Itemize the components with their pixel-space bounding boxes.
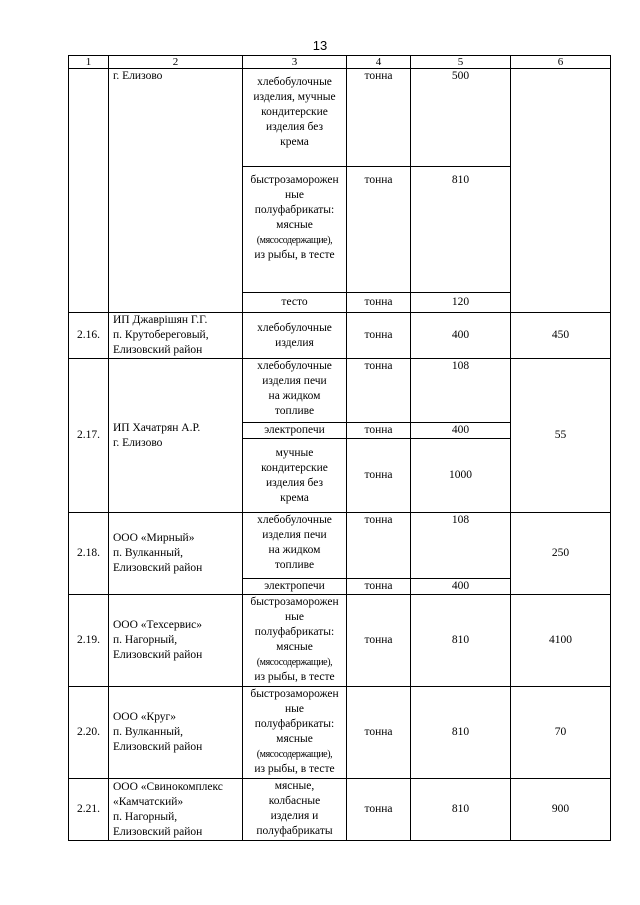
organization-cell [109,313,243,359]
page-number: 13 [312,38,328,53]
org-line: г. Елизово [113,436,163,449]
total-cell: 250 [511,513,611,595]
header-cell: 1 [69,56,109,69]
product-line: изделия печи [262,529,327,541]
table-row [69,687,611,779]
product-line: полуфабрикаты [256,825,333,837]
unit-cell: тонна [347,423,411,439]
unit-cell: тонна [347,579,411,595]
product-line: хлебобулочные [257,514,332,526]
total-cell: 450 [511,313,611,359]
product-cell [243,513,347,579]
org-line: Елизовский район [113,649,203,661]
unit-cell: тонна [347,595,411,687]
product-line: изделия печи [262,375,327,387]
product-cell [243,167,347,293]
org-line: п. Нагорный, [113,810,178,823]
unit-cell: тонна [347,513,411,579]
unit-cell: тонна [347,167,411,293]
unit-cell: тонна [347,779,411,841]
product-line: быстрозаморожен [250,174,339,186]
product-cell [243,69,347,167]
table-row [69,313,611,359]
product-line: (мясосодержащие), [256,657,333,668]
row-number-cell: 2.16. [69,313,109,359]
org-line: ООО «Круг» [113,711,177,723]
value-cell: 400 [411,579,511,595]
product-line: изделия без [266,476,323,489]
product-line: на жидком [268,544,321,556]
row-number-cell: 2.21. [69,779,109,841]
table-row [69,359,611,423]
org-line: «Камчатский» [113,795,184,808]
header-cell: 5 [411,56,511,69]
product-line: изделия, мучные [253,91,336,103]
product-line: изделия без [266,121,323,133]
product-line: (мясосодержащие), [256,235,333,246]
table-row [69,779,611,841]
product-line: крема [280,136,309,148]
product-cell [243,293,347,313]
product-line: тесто [281,296,308,308]
header-cell: 6 [511,56,611,69]
product-line: мясные [276,219,313,231]
product-cell [243,579,347,595]
product-line: хлебобулочные [257,76,332,88]
row-number-cell: 2.19. [69,595,109,687]
org-line: ИП Джаврішян Г.Г. [113,314,208,326]
product-line: топливе [274,559,315,571]
product-line: полуфабрикаты: [254,204,335,216]
product-line: мясные [276,641,313,653]
value-cell: 108 [411,513,511,579]
product-line: электропечи [264,580,325,592]
product-line: крема [280,491,309,504]
value-cell: 1000 [411,439,511,513]
product-cell [243,779,347,841]
product-line: ные [285,611,304,623]
product-line: кондитерские [261,461,328,474]
product-cell [243,439,347,513]
organization-cell [109,595,243,687]
header-cell: 2 [109,56,243,69]
value-cell: 120 [411,293,511,313]
organization-cell [109,359,243,513]
value-cell: 810 [411,687,511,779]
org-line: ИП Хачатрян А.Р. [113,421,201,434]
total-cell: 900 [511,779,611,841]
product-line: хлебобулочные [257,321,332,334]
product-line: хлебобулочные [257,360,332,372]
product-line: полуфабрикаты: [254,718,335,730]
organization-cell [109,513,243,595]
product-line: электропечи [264,424,325,436]
organization-cell [109,69,243,313]
product-line: (мясосодержащие), [256,749,333,760]
unit-cell: тонна [347,687,411,779]
organization-cell [109,687,243,779]
table-row [69,69,611,167]
product-line: ные [285,189,304,201]
product-cell [243,423,347,439]
product-line: из рыбы, в тесте [254,671,335,683]
product-line: кондитерские [261,106,328,118]
production-table [68,55,611,841]
org-line: ООО «Техсервис» [113,619,203,631]
product-cell [243,595,347,687]
value-cell: 500 [411,69,511,167]
product-line: полуфабрикаты: [254,626,335,638]
product-line: изделия [275,336,314,349]
value-cell: 810 [411,167,511,293]
unit-cell: тонна [347,69,411,167]
total-cell: 55 [511,359,611,513]
product-line: изделия и [270,810,319,822]
value-cell: 108 [411,359,511,423]
table-row [69,513,611,579]
product-cell [243,687,347,779]
unit-cell: тонна [347,313,411,359]
header-row [69,56,611,69]
product-line: мясные, [274,780,315,792]
table-row [69,595,611,687]
row-number-cell: 2.20. [69,687,109,779]
unit-cell: тонна [347,359,411,423]
org-line: г. Елизово [113,70,163,82]
header-cell: 4 [347,56,411,69]
product-line: топливе [274,405,315,417]
product-cell [243,359,347,423]
row-number-cell [69,69,109,313]
value-cell: 810 [411,779,511,841]
org-line: п. Нагорный, [113,634,178,646]
product-line: быстрозаморожен [250,596,339,608]
product-line: из рыбы, в тесте [254,249,335,261]
row-number-cell: 2.17. [69,359,109,513]
organization-cell [109,779,243,841]
org-line: Елизовский район [113,562,203,574]
product-line: быстрозаморожен [250,688,339,700]
org-line: Елизовский район [113,741,203,753]
org-line: Елизовский район [113,825,203,838]
total-cell [511,69,611,313]
product-line: на жидком [268,390,321,402]
org-line: Елизовский район [113,344,203,356]
value-cell: 400 [411,313,511,359]
product-line: из рыбы, в тесте [254,763,335,775]
value-cell: 810 [411,595,511,687]
org-line: ООО «Мирный» [113,532,195,544]
row-number-cell: 2.18. [69,513,109,595]
total-cell: 4100 [511,595,611,687]
org-line: ООО «Свинокомплекс [113,780,223,793]
product-line: мучные [275,446,314,459]
unit-cell: тонна [347,293,411,313]
org-line: п. Вулканный, [113,726,183,738]
total-cell: 70 [511,687,611,779]
product-line: колбасные [268,795,321,807]
unit-cell: тонна [347,439,411,513]
product-cell [243,313,347,359]
header-cell: 3 [243,56,347,69]
org-line: п. Крутобереговый, [113,329,209,341]
product-line: мясные [276,733,313,745]
org-line: п. Вулканный, [113,547,183,559]
product-line: ные [285,703,304,715]
value-cell: 400 [411,423,511,439]
